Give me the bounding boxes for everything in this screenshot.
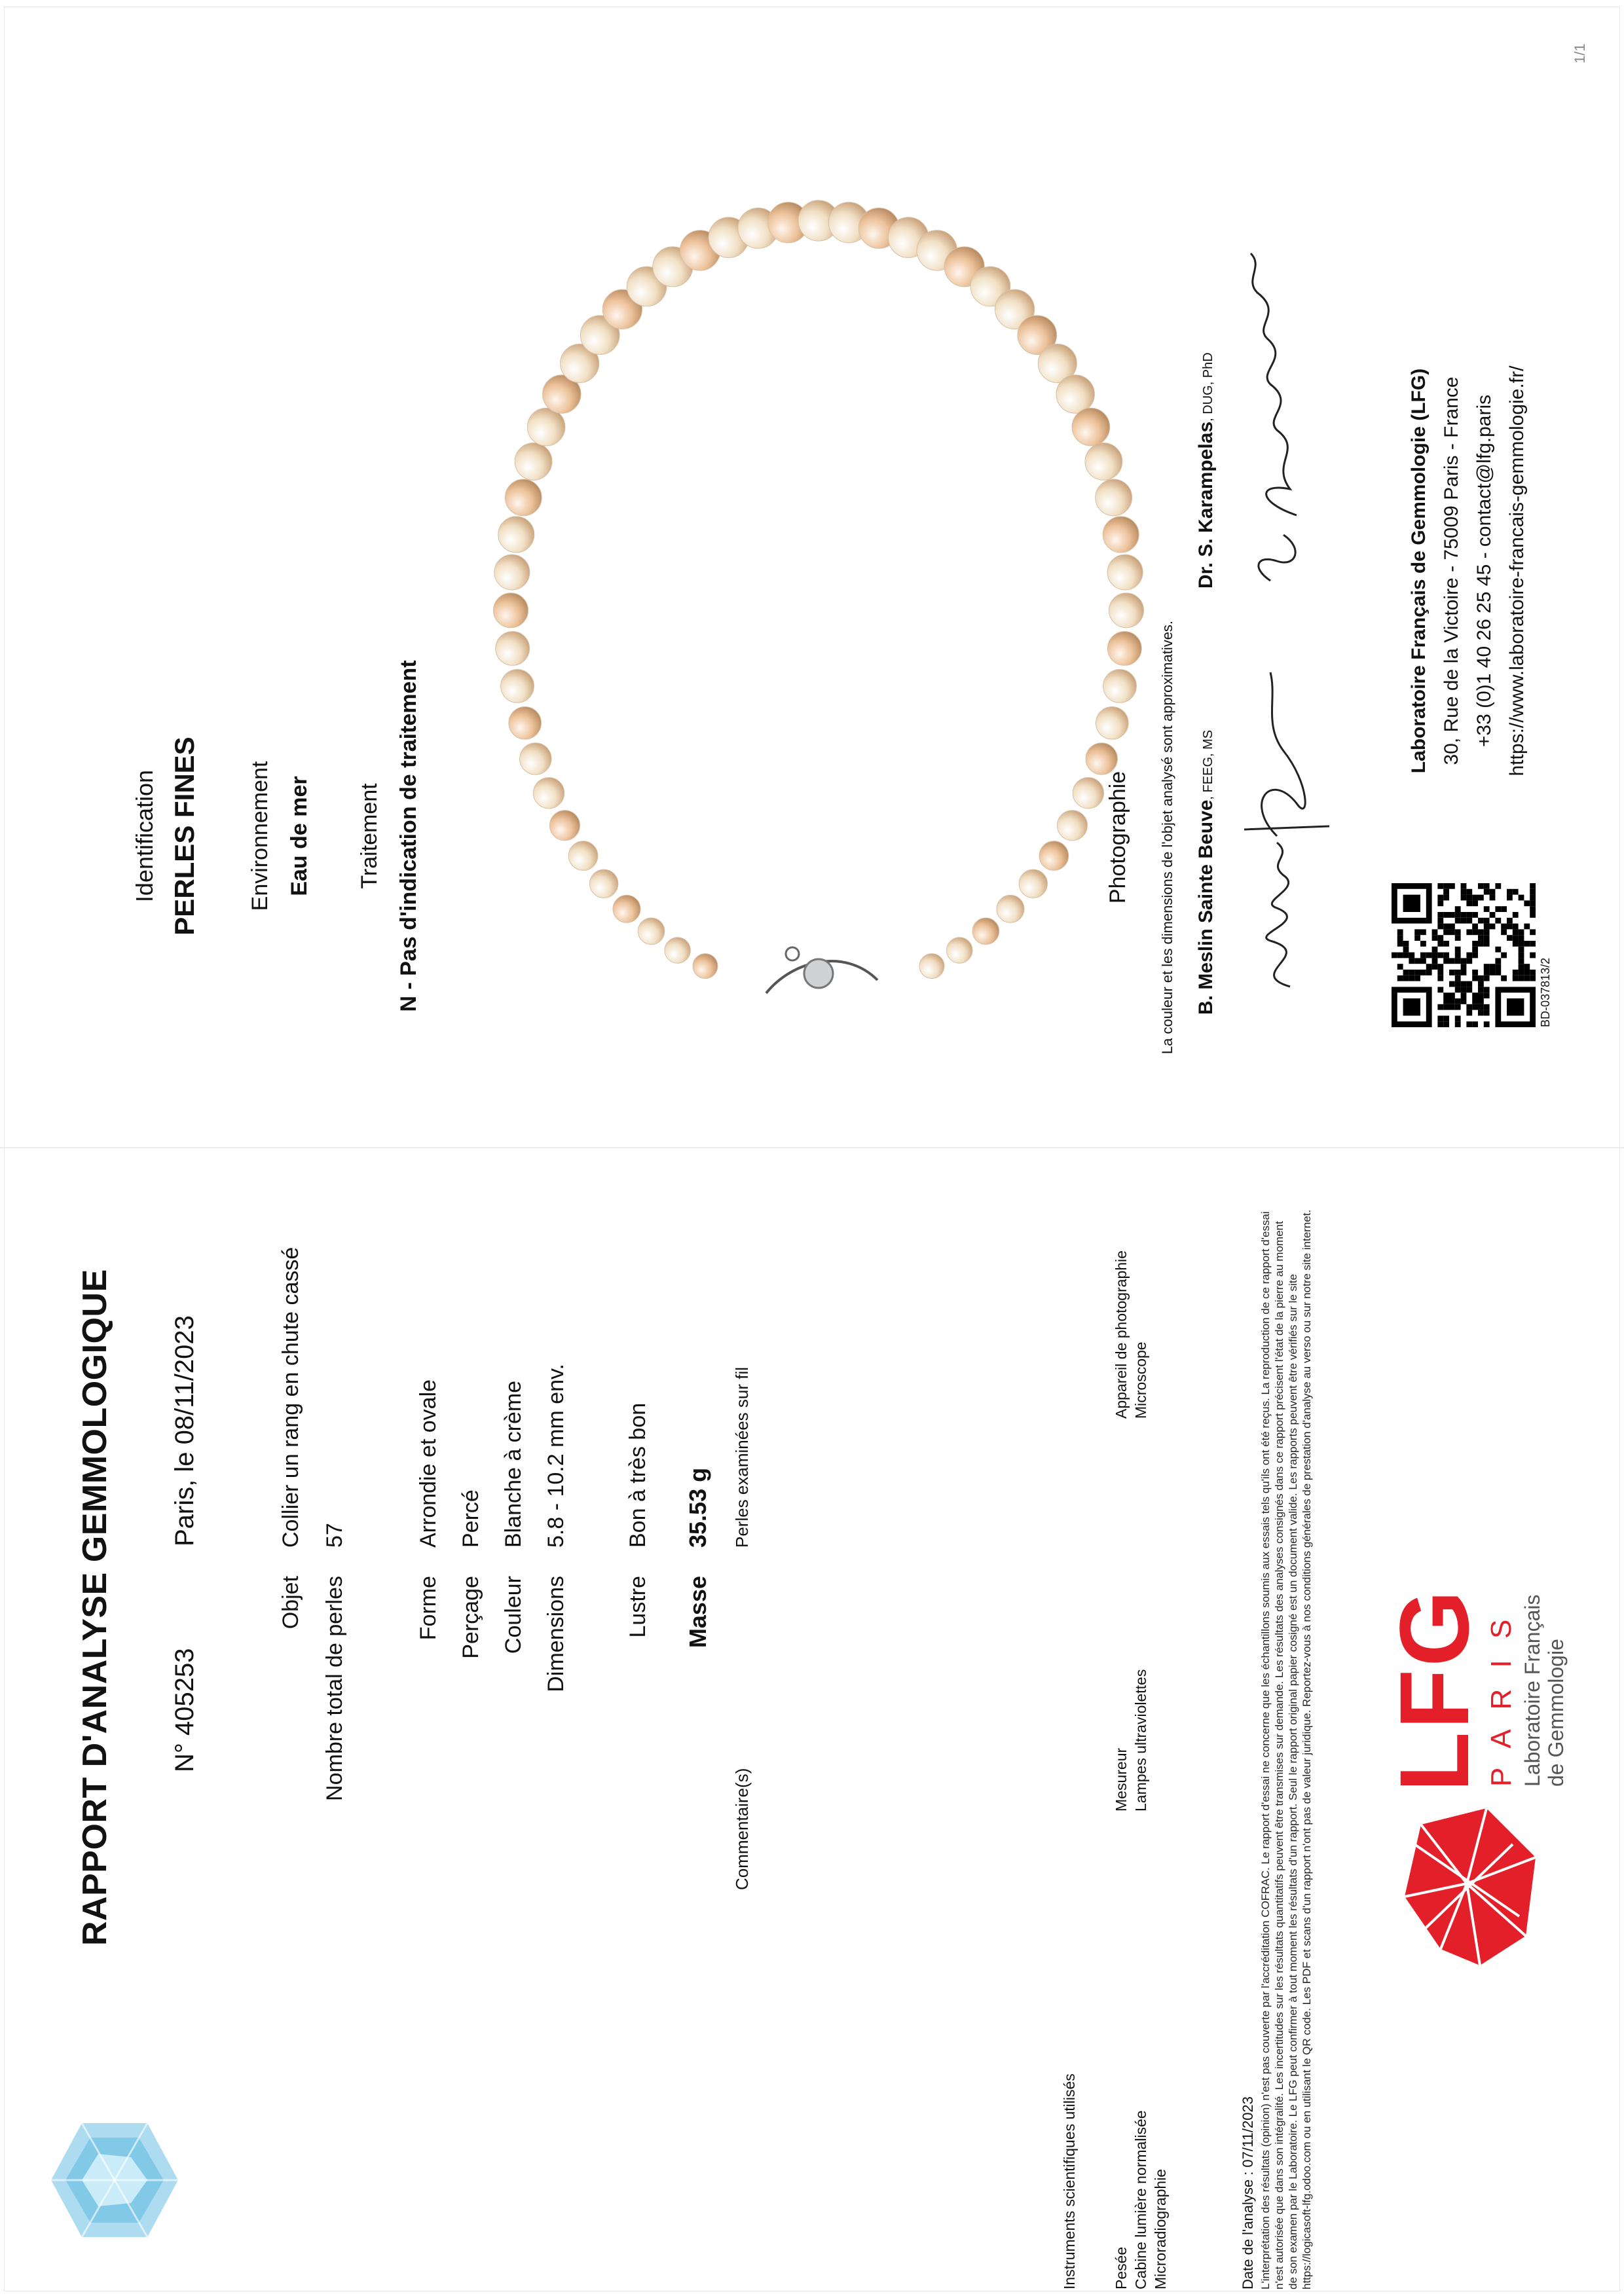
field-value: Arrondie et ovale [416, 1379, 441, 1548]
analysis-date: Date de l'analyse : 07/11/2023 [1240, 2096, 1256, 2289]
instruments-col3 [1111, 1250, 1151, 1419]
treatment-label: Traitement [357, 783, 382, 889]
pearl [1103, 517, 1139, 553]
pearl [947, 938, 972, 963]
lab-name: Laboratoire Français de Gemmologie (LFG) [1408, 368, 1430, 774]
pearl [693, 954, 718, 979]
pearl [494, 555, 530, 590]
identification-label: Identification [131, 769, 158, 903]
pearl [1056, 375, 1094, 413]
signature-1-icon [1231, 659, 1342, 1000]
field-value: 35.53 g [684, 1467, 711, 1548]
disclaimer-text: L'interprétation des résultats (opinion) n'est pas couverte par l'accréditation COFRAC. Le rapport d'essai ne concerne que les échantillons soumis aux essais tels qu'ils ont été reçus. La reproduction de ce rapport d'essai n'est autorisée que dans son intégralité. Les incertitudes sur les résultats quantitatifs peuvent être transmises sur demande. Les résultats des analyses consignés dans ce rapport précisent l'état de la pierre au moment de son examen par le Laboratoire. Le LFG peut confirmer à tout moment les résultats d'un rapport. Seul le rapport original papier cosigné est un document valide. Les rapports peuvent être vérifiés sur le site https://logicasoft-lfg.odoo.com ou en utilisant le QR code. Les PDF et scans d'un rapport n'ont pas de valeur juridique. Reportez-vous à nos conditions générales de prestation d'analyse au verso ou sur notre site internet. [1259, 1209, 1313, 2289]
signatory-1-title: , FEEG, MS [1201, 729, 1215, 800]
field-value: Blanche à crème [501, 1380, 526, 1548]
pearl [505, 479, 542, 516]
lab-address: 30, Rue de la Victoire - 75009 Paris - France [1441, 376, 1462, 765]
pearl [1058, 811, 1088, 841]
pearl [919, 954, 944, 979]
pearl [1109, 593, 1144, 628]
pearl [1019, 869, 1047, 898]
instrument-item: Cabine lumière normalisée [1132, 2110, 1149, 2289]
pearl [972, 918, 999, 945]
field-label: Nombre total de perles [322, 1576, 347, 1801]
pearl [1107, 632, 1141, 666]
field-label: Couleur [501, 1576, 526, 1654]
report-place-date: Paris, le 08/11/2023 [170, 1315, 199, 1546]
pearl [613, 895, 640, 922]
field-label: Dimensions [544, 1576, 568, 1692]
field-value: 57 [322, 1523, 347, 1548]
signatory-1-name: B. Meslin Sainte Beuve [1195, 799, 1217, 1015]
pearl [494, 593, 528, 628]
page-number: 1/1 [1572, 43, 1588, 64]
pearl [550, 811, 580, 841]
pearl [527, 408, 565, 446]
pearl [1073, 778, 1103, 809]
environment-label: Environnement [248, 761, 272, 911]
hologram-sticker-icon [46, 2111, 183, 2249]
pearl [1039, 841, 1069, 871]
report-number: N° 405253 [170, 1648, 199, 1772]
pearl [1096, 479, 1132, 516]
field-value: Percé [458, 1489, 483, 1548]
instrument-item: Microradiographie [1152, 2168, 1169, 2289]
identification-value: PERLES FINES [169, 737, 200, 936]
photo-note: La couleur et les dimensions de l'objet analysé sont approximatives. [1159, 620, 1175, 1055]
lfg-gem-logo-icon [1395, 1798, 1545, 1975]
field-label: Objet [278, 1576, 303, 1630]
pearl [997, 895, 1024, 922]
pearl [1072, 408, 1110, 446]
photo-label: Photographie [1105, 771, 1130, 904]
pearl [498, 517, 534, 553]
instrument-item: Pesée [1113, 2246, 1130, 2289]
qr-code-label: BD-037813/2 [1539, 957, 1552, 1027]
field-label: Forme [416, 1576, 441, 1641]
instruments-col1 [1111, 2110, 1170, 2289]
necklace-clasp-icon [766, 947, 877, 993]
instruments-heading: Instruments scientifiques utilisés [1061, 2073, 1078, 2289]
report-title: RAPPORT D'ANALYSE GEMMOLOGIQUE [76, 1269, 114, 1946]
field-label: Lustre [625, 1576, 650, 1638]
pearl [520, 743, 551, 774]
pearl [501, 670, 534, 703]
pearl [590, 869, 618, 898]
lfg-logo-letters: LFG [1379, 1588, 1489, 1792]
signatory-2-title: , DUG, PhD [1201, 352, 1215, 422]
signatory-2 [1195, 352, 1217, 589]
instruments-col2 [1111, 1669, 1151, 1812]
pearl [496, 632, 530, 666]
signatory-2-name: Dr. S. Karampelas [1195, 421, 1217, 589]
pearl [515, 443, 552, 481]
signature-2-icon [1231, 240, 1329, 594]
field-label: Masse [684, 1576, 711, 1649]
lfg-logo-line2: de Gemmologie [1544, 1639, 1568, 1787]
environment-value: Eau de mer [287, 776, 312, 896]
pearl [568, 841, 598, 871]
instrument-item: Appareil de photographie [1113, 1250, 1130, 1419]
signatory-1 [1195, 730, 1217, 1015]
pearl [509, 707, 542, 740]
field-value: 5.8 - 10.2 mm env. [544, 1364, 568, 1548]
pearl [1107, 555, 1143, 590]
instrument-item: Mesureur [1113, 1747, 1130, 1812]
comment-label: Commentaire(s) [732, 1768, 752, 1890]
pearl [1085, 443, 1122, 481]
pearl [638, 918, 665, 945]
comment-value: Perles examinées sur fil [732, 1367, 752, 1548]
treatment-value: N - Pas d'indication de traitement [396, 660, 421, 1012]
pearl [534, 778, 564, 809]
field-value: Bon à très bon [625, 1402, 650, 1548]
lab-website-link[interactable]: https://www.laboratoire-francais-gemmologie.fr/ [1506, 365, 1528, 776]
instrument-item: Microscope [1132, 1341, 1149, 1419]
lab-contact: +33 (0)1 40 26 25 45 - contact@lfg.paris [1473, 394, 1495, 748]
lfg-logo-line1: Laboratoire Français [1521, 1594, 1544, 1787]
pearl-necklace-photo [452, 162, 1192, 1052]
field-label: Perçage [458, 1576, 483, 1659]
field-value: Collier un rang en chute cassé [278, 1247, 303, 1548]
instrument-item: Lampes ultraviolettes [1132, 1669, 1149, 1812]
pearl [665, 938, 690, 963]
pearl [1103, 670, 1137, 703]
lfg-logo-city: P A R I S [1485, 1613, 1517, 1787]
